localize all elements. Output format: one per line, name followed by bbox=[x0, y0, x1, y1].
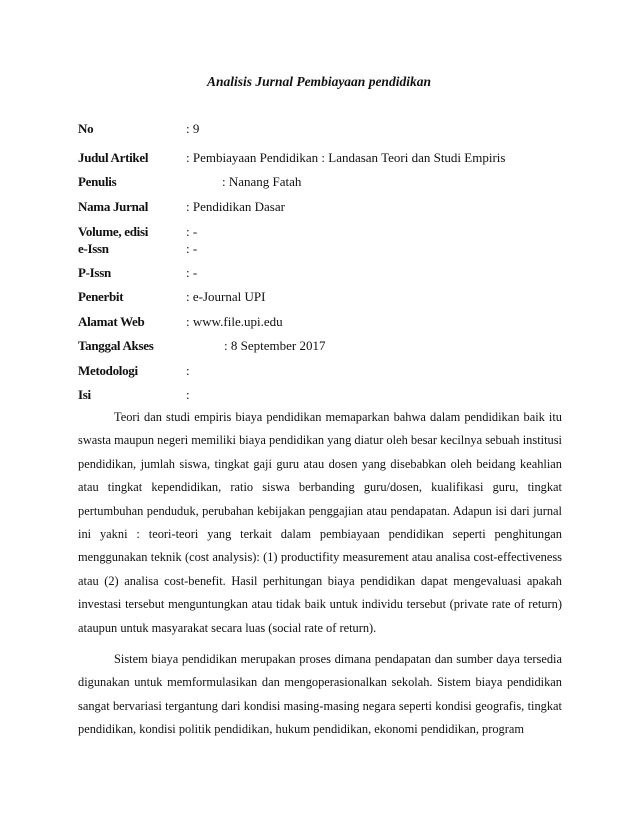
field-label: Judul Artikel bbox=[78, 150, 149, 165]
field-value: : Pendidikan Dasar bbox=[186, 199, 285, 214]
field-value: : - bbox=[186, 241, 198, 256]
field-penerbit bbox=[78, 288, 578, 306]
field-value: : 9 bbox=[186, 121, 200, 136]
article-body bbox=[78, 406, 562, 742]
field-nama-jurnal bbox=[78, 198, 578, 216]
field-volume-edisi bbox=[78, 223, 578, 241]
field-value: : bbox=[186, 387, 190, 402]
field-alamat-web bbox=[78, 313, 578, 331]
field-e-issn bbox=[78, 240, 578, 258]
field-label: Volume, edisi bbox=[78, 224, 149, 239]
field-value: : e-Journal UPI bbox=[186, 289, 266, 304]
field-label: Alamat Web bbox=[78, 314, 145, 329]
field-tanggal-akses bbox=[78, 337, 578, 355]
field-value: : - bbox=[186, 224, 198, 239]
field-value: : Pembiayaan Pendidikan : Landasan Teori dan Studi Empiris bbox=[186, 150, 506, 165]
field-value: : Nanang Fatah bbox=[222, 174, 302, 189]
field-metodologi bbox=[78, 362, 578, 380]
field-label: Penulis bbox=[78, 174, 117, 189]
field-label: No bbox=[78, 121, 94, 136]
body-paragraph: Sistem biaya pendidikan merupakan proses dimana pendapatan dan sumber daya tersedia digunakan untuk memformulasikan dan mengoperasionalkan sekolah. Sistem biaya pendidikan sangat bervariasi tergantung dari kondisi masing-masing negara seperti kondisi geografis, tingkat pendidikan, kondisi politik pendidikan, hukum pendidikan, ekonomi pendidikan, program bbox=[78, 652, 562, 737]
field-no bbox=[78, 120, 578, 138]
field-judul-artikel bbox=[78, 149, 578, 167]
field-label: Nama Jurnal bbox=[78, 199, 149, 214]
field-label: P-Issn bbox=[78, 265, 111, 280]
field-isi bbox=[78, 386, 578, 404]
field-label: Metodologi bbox=[78, 363, 138, 378]
field-label: Penerbit bbox=[78, 289, 124, 304]
field-label: Isi bbox=[78, 387, 91, 402]
field-value: : - bbox=[186, 265, 198, 280]
field-label: Tanggal Akses bbox=[78, 338, 154, 353]
field-label: e-Issn bbox=[78, 241, 109, 256]
field-p-issn bbox=[78, 264, 578, 282]
field-value: : 8 September 2017 bbox=[224, 338, 326, 353]
field-value: : www.file.upi.edu bbox=[186, 314, 283, 329]
document-title: Analisis Jurnal Pembiayaan pendidikan bbox=[207, 74, 431, 89]
body-paragraph: Teori dan studi empiris biaya pendidikan memaparkan bahwa dalam pendidikan baik itu swasta maupun negeri memiliki biaya pendidikan yang diatur oleh besar kecilnya sebuah institusi pendidikan, jumlah siswa, tingkat gaji guru atau dosen yang disebabkan oleh beidang keahlian atau tingkat kependidikan, ratio siswa berbanding guru/dosen, kualifikasi guru, tingkat pertumbuhan penduduk, perubahan kebijakan penggajian atau pendapatan. Adapun isi dari jurnal ini yakni : teori-teori yang terkait dalam pembiayaan pendidikan seperti penghitungan menggunakan teknik (cost analysis): (1) productifity measurement atau analisa cost-effectiveness atau (2) analisa cost-benefit. Hasil perhitungan biaya pendidikan dapat mengevaluasi apakah investasi tersebut menguntungkan atau tidak baik untuk individu tersebut (private rate of return) ataupun untuk masyarakat secara luas (social rate of return). bbox=[78, 410, 562, 635]
field-penulis bbox=[78, 173, 578, 191]
field-value: : bbox=[186, 363, 190, 378]
